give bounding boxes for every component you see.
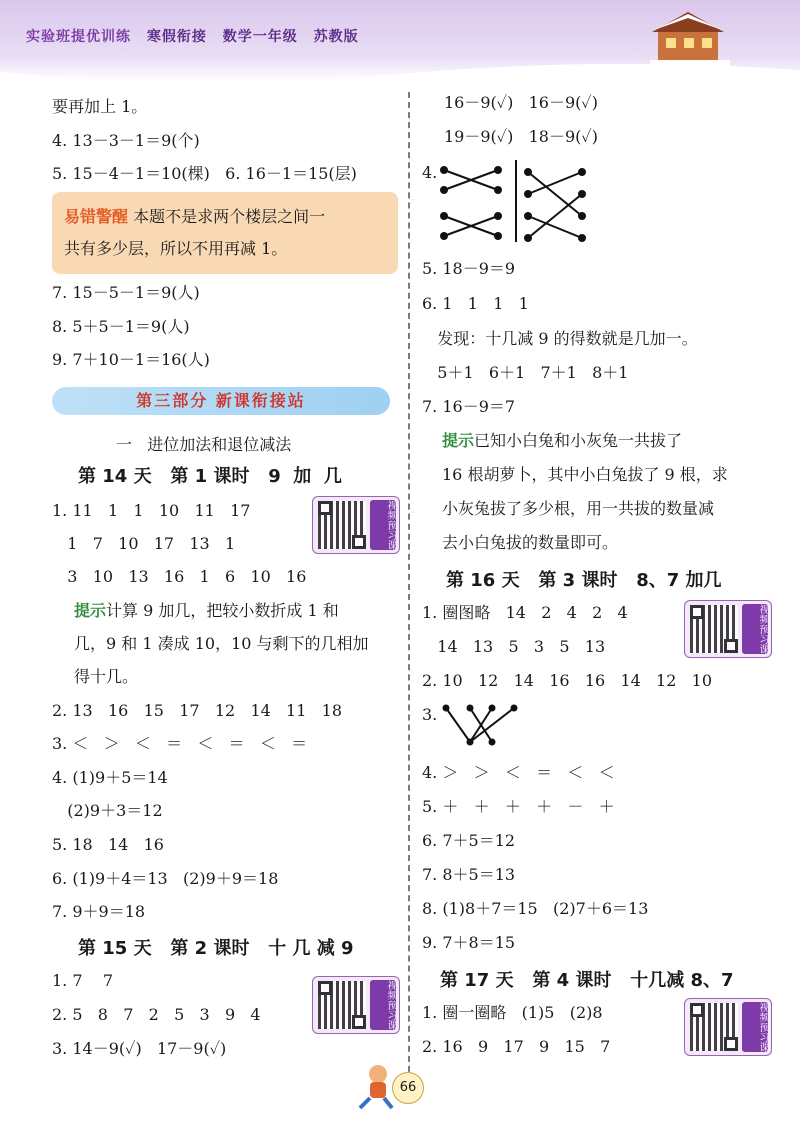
d15-q2: 2. 5 8 7 2 5 3 9 4: [52, 1005, 261, 1024]
book-name: 寒假衔接: [146, 29, 207, 45]
warning-line-1: [64, 206, 325, 228]
d16-q6: 6. 7＋5＝12: [422, 831, 516, 850]
answer-5-6: 5. 15－4－1＝10(棵) 6. 16－1＝15(层): [52, 164, 357, 183]
matching-diagram-q4: [436, 158, 606, 248]
d14-q1c: 3 10 13 16 1 6 10 16: [52, 567, 307, 586]
header-brand: [26, 26, 369, 46]
warning-box: [52, 192, 398, 274]
matching-diagram-q3: [440, 702, 540, 748]
day-17-title: 第 17 天 第 4 课时 十几减 8、7: [440, 970, 734, 991]
warning-tag: 易错警醒: [64, 207, 129, 226]
section-banner: 第三部分 新课衔接站: [52, 387, 390, 415]
d14-q4b: (2)9＋3＝12: [52, 801, 163, 820]
hint-r-text-1: 已知小白兔和小灰兔一共拔了: [474, 431, 683, 450]
answer-8: 8. 5＋5－1＝9(人): [52, 317, 190, 336]
d16-q3-label: 3.: [422, 705, 438, 724]
d16-q8: 8. (1)8＋7＝15 (2)7＋6＝13: [422, 899, 649, 918]
hint-tag: 提示: [74, 601, 107, 620]
hint-14-line-2: 几，9 和 1 凑成 10，10 与剩下的几相加: [74, 634, 369, 653]
hint-14-line-3: 得十几。: [74, 667, 139, 686]
r-line-1: 16－9(✓) 16－9(✓): [444, 93, 598, 112]
d15-q3: 3. 14－9(✓) 17－9(✓): [52, 1039, 227, 1058]
answer-9: 9. 7＋10－1＝16(人): [52, 350, 210, 369]
page-header: [0, 0, 800, 82]
d14-q1: 1. 11 1 1 10 11 17: [52, 501, 251, 520]
series-name: 实验班提优训练: [26, 29, 131, 45]
qr-code: [690, 605, 738, 653]
day-14-title: 第 14 天 第 1 课时 9 加 几: [78, 466, 342, 487]
answer-4: 4. 13－3－1＝9(个): [52, 131, 200, 150]
d16-q1b: 14 13 5 3 5 13: [422, 637, 606, 656]
qr-code-card[interactable]: [312, 976, 400, 1034]
hint-r-line-4: 去小白兔拔的数量即可。: [442, 533, 619, 552]
d14-q6: 6. (1)9＋4＝13 (2)9＋9＝18: [52, 869, 279, 888]
d17-q2: 2. 16 9 17 9 15 7: [422, 1037, 611, 1056]
d17-q1: 1. 圈一圈略 (1)5 (2)8: [422, 1003, 603, 1022]
qr-code-card[interactable]: [312, 496, 400, 554]
unit-title: 一 进位加法和退位减法: [116, 435, 292, 454]
qr-code: [690, 1003, 738, 1051]
edition-name: 苏教版: [313, 29, 359, 45]
qr-code: [318, 981, 366, 1029]
d16-q5: 5. ＋ ＋ ＋ ＋ － ＋: [422, 797, 615, 816]
d16-q7: 7. 8＋5＝13: [422, 865, 516, 884]
d14-q7: 7. 9＋9＝18: [52, 902, 146, 921]
hint-14-line-1: [74, 600, 339, 622]
hint-14-text-1: 计算 9 加几，把较小数折成 1 和: [106, 601, 339, 620]
d15-q1: 1. 7 7: [52, 971, 114, 990]
d14-q3: 3. ＜ ＞ ＜ ＝ ＜ ＝ ＜ ＝: [52, 734, 308, 753]
qr-label: 视频预习课: [370, 500, 396, 550]
r-q5: 5. 18－9＝9: [422, 259, 516, 278]
warning-text-1: 本题不是求两个楼层之间一: [128, 207, 326, 226]
subject-name: 数学一年级: [222, 29, 298, 45]
day-15-title: 第 15 天 第 2 课时 十 几 减 9: [78, 938, 354, 959]
d16-q1: 1. 圈图略 14 2 4 2 4: [422, 603, 628, 622]
r-q6-sums: 5＋1 6＋1 7＋1 8＋1: [422, 363, 629, 382]
qr-label: 视频预习课: [742, 1002, 768, 1052]
d14-q2: 2. 13 16 15 17 12 14 11 18: [52, 701, 343, 720]
qr-label: 视频预习课: [742, 604, 768, 654]
r-q4-label: 4.: [422, 163, 438, 182]
d16-q2: 2. 10 12 14 16 16 14 12 10: [422, 671, 713, 690]
day-16-title: 第 16 天 第 3 课时 8、7 加几: [446, 570, 722, 591]
qr-label: 视频预习课: [370, 980, 396, 1030]
house-illustration: [650, 8, 730, 68]
warning-line-2: 共有多少层，所以不用再减 1。: [64, 239, 288, 258]
d14-q5: 5. 18 14 16: [52, 835, 164, 854]
column-divider: [408, 92, 410, 1102]
answer-7: 7. 15－5－1＝9(人): [52, 283, 200, 302]
qr-code-card[interactable]: [684, 998, 772, 1056]
hint-r-line-3: 小灰兔拔了多少根，用一共拔的数量减: [442, 499, 715, 518]
r-q6-finding: 发现：十几减 9 的得数就是几加一。: [422, 329, 698, 348]
d16-q4: 4. ＞ ＞ ＜ ＝ ＜ ＜: [422, 763, 615, 782]
hint-tag: 提示: [442, 431, 475, 450]
page-number: 66: [392, 1072, 424, 1104]
d14-q4a: 4. (1)9＋5＝14: [52, 768, 168, 787]
d14-q1b: 1 7 10 17 13 1: [52, 534, 236, 553]
text-line: 要再加上 1。: [52, 97, 148, 116]
d16-q9: 9. 7＋8＝15: [422, 933, 516, 952]
hint-r-line-2: 16 根胡萝卜，其中小白兔拔了 9 根，求: [442, 465, 728, 484]
r-q7: 7. 16－9＝7: [422, 397, 516, 416]
qr-code-card[interactable]: [684, 600, 772, 658]
qr-code: [318, 501, 366, 549]
r-line-2: 19－9(✓) 18－9(✓): [444, 127, 598, 146]
hint-r-line-1: [442, 430, 682, 452]
r-q6: 6. 1 1 1 1: [422, 294, 529, 313]
